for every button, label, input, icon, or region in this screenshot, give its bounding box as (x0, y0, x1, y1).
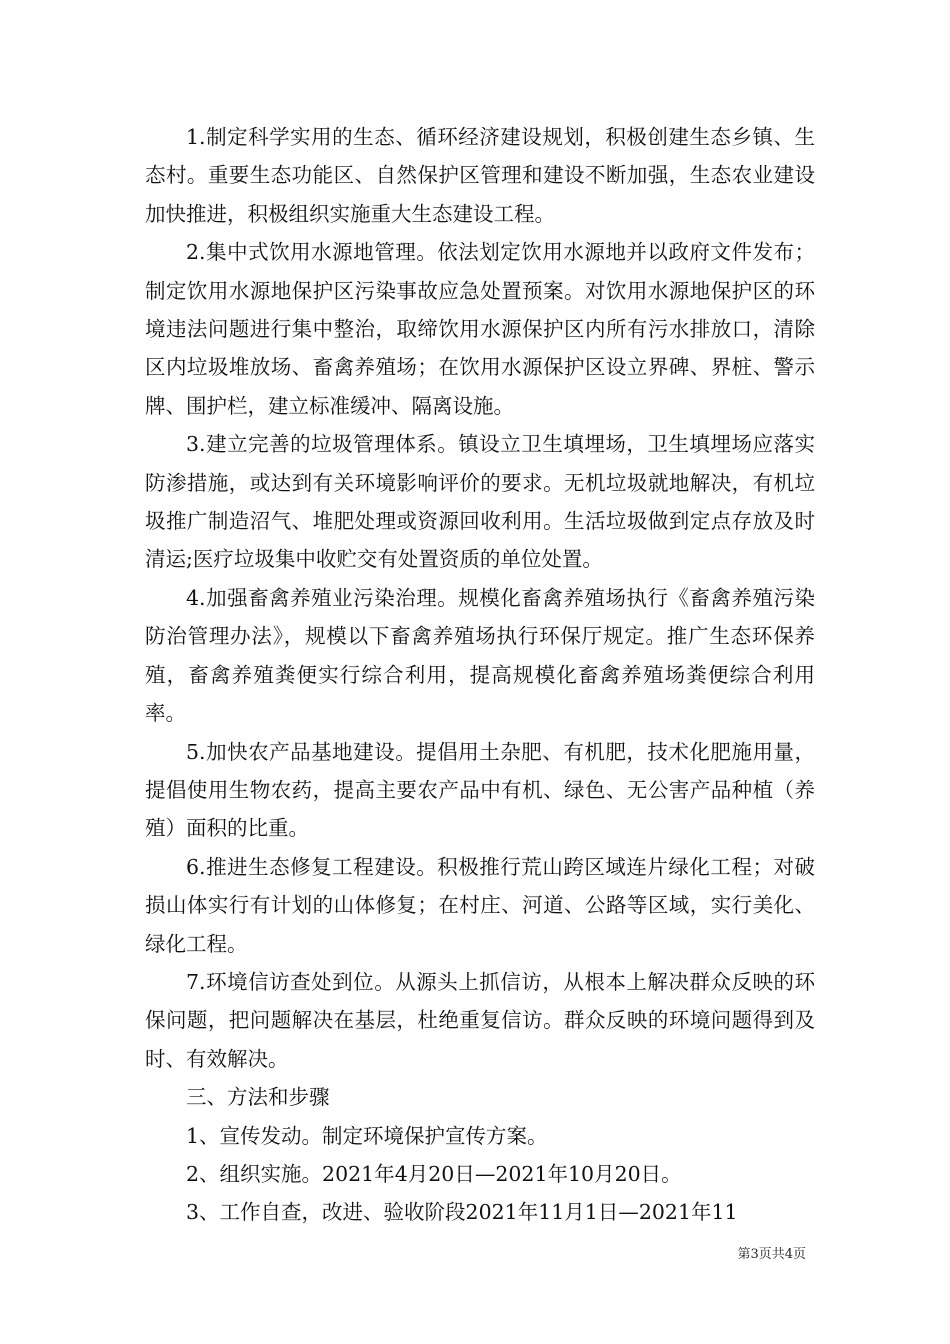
step-3: 3、工作自查，改进、验收阶段2021年11月1日—2021年11 (186, 1200, 738, 1225)
page-number: 第3页共4页 (737, 1247, 806, 1262)
paragraph-3: 3.建立完善的垃圾管理体系。镇设立卫生填埋场，卫生填埋场应落实防渗措施，或达到有关环境影响评价的要求。无机垃圾就地解决，有机垃圾推广制造沼气、堆肥处理或资源回收利用。生活垃圾做到定点存放及时清运;医疗垃圾集中收贮交有处置资质的单位处置。 (145, 432, 815, 572)
paragraph-7: 7.环境信访查处到位。从源头上抓信访，从根本上解决群众反映的环保问题，把问题解决在基层，杜绝重复信访。群众反映的环境问题得到及时、有效解决。 (145, 969, 815, 1071)
paragraph-5: 5.加快农产品基地建设。提倡用土杂肥、有机肥，技术化肥施用量，提倡使用生物农药，提高主要农产品中有机、绿色、无公害产品种植（养殖）面积的比重。 (145, 739, 815, 841)
section-heading: 三、方法和步骤 (186, 1085, 330, 1110)
step-2: 2、组织实施。2021年4月20日—2021年10月20日。 (186, 1161, 682, 1186)
paragraph-1: 1.制定科学实用的生态、循环经济建设规划，积极创建生态乡镇、生态村。重要生态功能区、自然保护区管理和建设不断加强，生态农业建设加快推进，积极组织实施重大生态建设工程。 (145, 125, 815, 226)
paragraph-4: 4.加强畜禽养殖业污染治理。规模化畜禽养殖场执行《畜禽养殖污染防治管理办法》，规模以下畜禽养殖场执行环保厅规定。推广生态环保养殖，畜禽养殖粪便实行综合利用，提高规模化畜禽养殖场粪便综合利用率。 (145, 585, 815, 726)
paragraph-2: 2.集中式饮用水源地管理。依法划定饮用水源地并以政府文件发布；制定饮用水源地保护区污染事故应急处置预案。对饮用水源地保护区的环境违法问题进行集中整治，取缔饮用水源保护区内所有污水排放口，清除区内垃圾堆放场、畜禽养殖场；在饮用水源保护区设立界碑、界桩、警示牌、围护栏，建立标准缓冲、隔离设施。 (145, 240, 815, 418)
document-body (145, 118, 815, 1232)
step-1: 1、宣传发动。制定环境保护宣传方案。 (186, 1123, 548, 1148)
paragraph-6: 6.推进生态修复工程建设。积极推行荒山跨区域连片绿化工程；对破损山体实行有计划的山体修复；在村庄、河道、公路等区域，实行美化、绿化工程。 (145, 854, 815, 956)
